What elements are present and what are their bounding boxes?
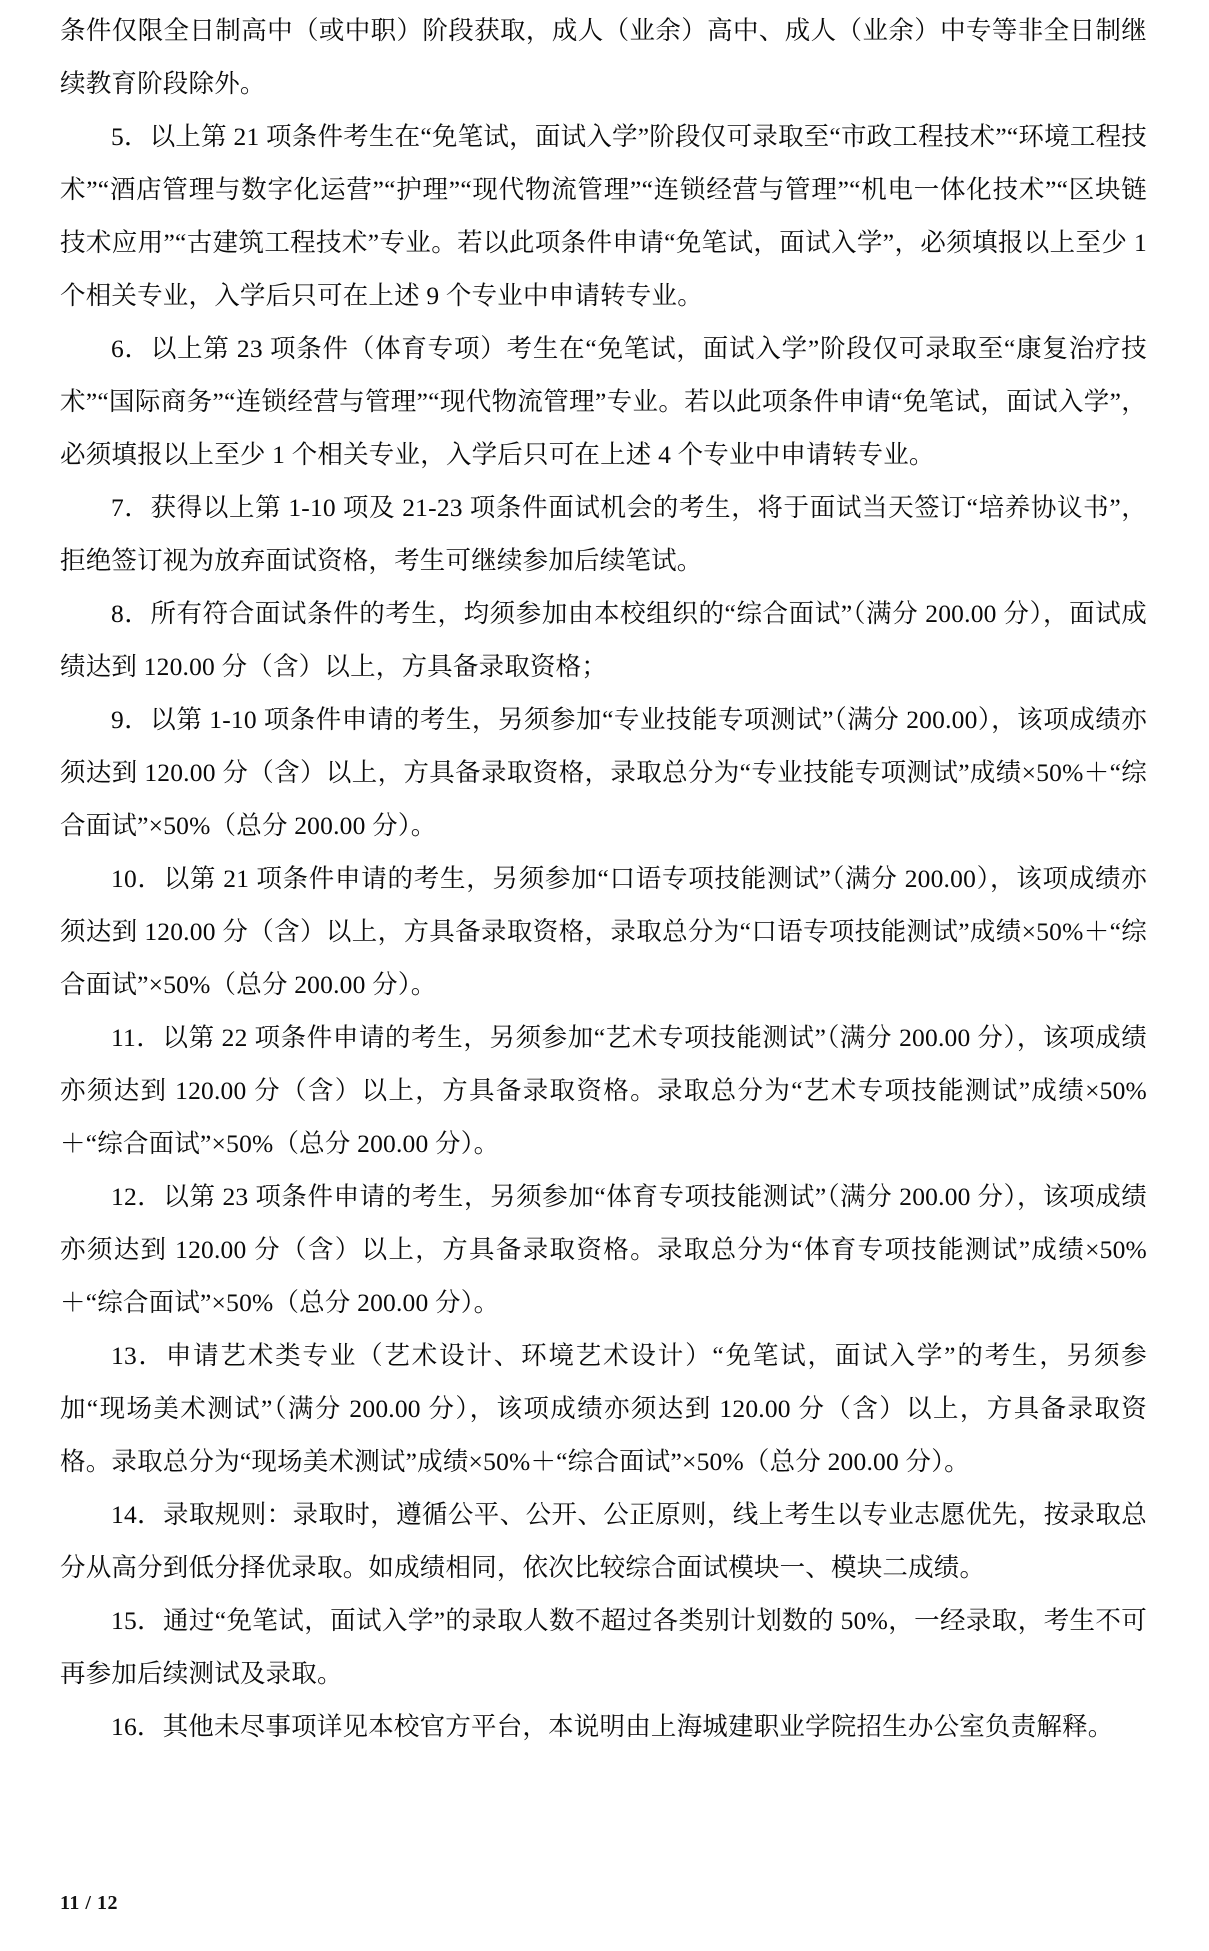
paragraph-item-10: 10．以第 21 项条件申请的考生，另须参加“口语专项技能测试”（满分 200.00），该项成绩亦须达到 120.00 分（含）以上，方具备录取资格，录取总分为“口语专项技能测试”成绩×50%＋“综合面试”×50%（总分 200.00 分）。	[60, 864, 1147, 999]
paragraph-item-7: 7．获得以上第 1-10 项及 21-23 项条件面试机会的考生，将于面试当天签订“培养协议书”，拒绝签订视为放弃面试资格，考生可继续参加后续笔试。	[60, 493, 1147, 575]
paragraph-item-12: 12．以第 23 项条件申请的考生，另须参加“体育专项技能测试”（满分 200.00 分），该项成绩亦须达到 120.00 分（含）以上，方具备录取资格。录取总分为“体育专项技能测试”成绩×50%＋“综合面试”×50%（总分 200.00 分）。	[60, 1182, 1147, 1317]
paragraph-item-13: 13．申请艺术类专业（艺术设计、环境艺术设计）“免笔试，面试入学”的考生，另须参加“现场美术测试”（满分 200.00 分），该项成绩亦须达到 120.00 分（含）以上，方具备录取资格。录取总分为“现场美术测试”成绩×50%＋“综合面试”×50%（总分 200.00 分）。	[60, 1341, 1147, 1476]
paragraph-item-16: 16．其他未尽事项详见本校官方平台，本说明由上海城建职业学院招生办公室负责解释。	[111, 1712, 1114, 1741]
page-number: 11 / 12	[60, 1892, 118, 1914]
paragraph-item-14: 14．录取规则：录取时，遵循公平、公开、公正原则，线上考生以专业志愿优先，按录取总分从高分到低分择优录取。如成绩相同，依次比较综合面试模块一、模块二成绩。	[60, 1500, 1147, 1582]
paragraph-item-5: 5．以上第 21 项条件考生在“免笔试，面试入学”阶段仅可录取至“市政工程技术”“环境工程技术”“酒店管理与数字化运营”“护理”“现代物流管理”“连锁经营与管理”“机电一体化技术”“区块链技术应用”“古建筑工程技术”专业。若以此项条件申请“免笔试，面试入学”，必须填报以上至少 1 个相关专业，入学后只可在上述 9 个专业中申请转专业。	[60, 122, 1147, 310]
paragraph-item-15: 15．通过“免笔试，面试入学”的录取人数不超过各类别计划数的 50%，一经录取，考生不可再参加后续测试及录取。	[60, 1606, 1147, 1688]
paragraph-continued: 条件仅限全日制高中（或中职）阶段获取，成人（业余）高中、成人（业余）中专等非全日制继续教育阶段除外。	[60, 16, 1147, 98]
paragraph-item-9: 9．以第 1-10 项条件申请的考生，另须参加“专业技能专项测试”（满分 200.00），该项成绩亦须达到 120.00 分（含）以上，方具备录取资格，录取总分为“专业技能专项测试”成绩×50%＋“综合面试”×50%（总分 200.00 分）。	[60, 705, 1147, 840]
paragraph-item-6: 6．以上第 23 项条件（体育专项）考生在“免笔试，面试入学”阶段仅可录取至“康复治疗技术”“国际商务”“连锁经营与管理”“现代物流管理”专业。若以此项条件申请“免笔试，面试入学”，必须填报以上至少 1 个相关专业，入学后只可在上述 4 个专业中申请转专业。	[60, 334, 1147, 469]
paragraph-item-8: 8．所有符合面试条件的考生，均须参加由本校组织的“综合面试”（满分 200.00 分），面试成绩达到 120.00 分（含）以上，方具备录取资格；	[60, 599, 1147, 681]
document-body	[60, 0, 1147, 1753]
paragraph-item-11: 11．以第 22 项条件申请的考生，另须参加“艺术专项技能测试”（满分 200.00 分），该项成绩亦须达到 120.00 分（含）以上，方具备录取资格。录取总分为“艺术专项技能测试”成绩×50%＋“综合面试”×50%（总分 200.00 分）。	[60, 1023, 1147, 1158]
